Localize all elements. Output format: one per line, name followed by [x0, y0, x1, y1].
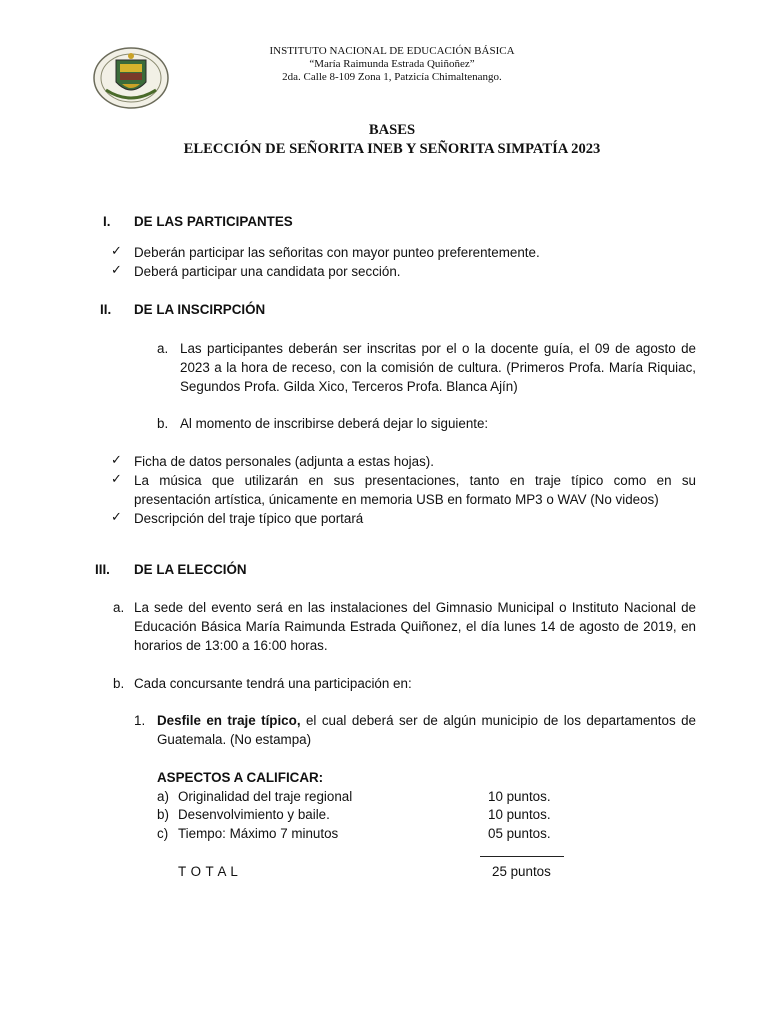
text-line: La sede del evento será en las instalaciones del Gimnasio Municipal o Instituto Nacional de	[134, 600, 696, 615]
text-line: 2023 a la hora de receso, con la comisión de cultura. (Primeros Profa. María Riquiac,	[180, 360, 696, 375]
aspect-label: b)	[157, 807, 169, 822]
checkmark-icon: ✓	[111, 510, 122, 525]
section-3-title: DE LA ELECCIÓN	[134, 562, 247, 577]
section-1-title: DE LAS PARTICIPANTES	[134, 214, 293, 229]
total-value: 25 puntos	[492, 864, 551, 879]
institute-subname: “María Raimunda Estrada Quiñoñez”	[309, 58, 475, 70]
list-item: Ficha de datos personales (adjunta a estas hojas).	[134, 454, 434, 469]
item-a-text	[180, 339, 696, 396]
list-item: presentación artística, únicamente en memoria USB en formato MP3 o WAV (No videos)	[134, 492, 659, 507]
school-logo	[92, 46, 170, 112]
text-line: Educación Básica María Raimunda Estrada Quiñonez, el día lunes 14 de agosto de 2019, en	[134, 619, 696, 634]
numbered-item-text-2: Guatemala. (No estampa)	[157, 732, 312, 747]
text-line: Las participantes deberán ser inscritas por el o la docente guía, el 09 de agosto de	[180, 341, 696, 356]
document-title: BASES	[368, 122, 416, 138]
numbered-item-label: 1.	[134, 713, 146, 728]
aspect-points: 10 puntos.	[488, 807, 551, 822]
item-b-text: Cada concursante tendrá una participación en:	[134, 676, 412, 691]
checkmark-icon: ✓	[111, 263, 122, 278]
item-a-text	[134, 598, 696, 655]
text-line: Segundos Profa. Gilda Xico, Terceros Profa. Blanca Ajín)	[180, 379, 518, 394]
item-b-label: b.	[113, 676, 125, 691]
aspect-points: 05 puntos.	[488, 826, 551, 841]
text-line: horarios de 13:00 a 16:00 horas.	[134, 638, 328, 653]
school-crest-icon	[92, 46, 170, 112]
checkmark-icon: ✓	[111, 244, 122, 259]
total-divider	[480, 856, 564, 857]
item-a-label: a.	[113, 600, 125, 615]
aspect-text: Tiempo: Máximo 7 minutos	[178, 826, 339, 841]
section-2-number: II.	[100, 302, 112, 317]
institute-address: 2da. Calle 8-109 Zona 1, Patzicía Chimaltenango.	[282, 71, 502, 83]
list-item: Deberán participar las señoritas con mayor punteo preferentemente.	[134, 245, 540, 260]
section-1-number: I.	[103, 214, 111, 229]
list-item: La música que utilizarán en sus presentaciones, tanto en traje típico como en su	[134, 473, 696, 488]
item-b-label: b.	[157, 416, 169, 431]
aspect-text: Originalidad del traje regional	[178, 789, 353, 804]
section-3-number: III.	[95, 562, 110, 577]
aspects-title: ASPECTOS A CALIFICAR:	[157, 770, 324, 785]
checkmark-icon: ✓	[111, 453, 122, 468]
aspect-text: Desenvolvimiento y baile.	[178, 807, 330, 822]
institute-name: INSTITUTO NACIONAL DE EDUCACIÓN BÁSICA	[269, 45, 515, 57]
list-item: Descripción del traje típico que portará	[134, 511, 364, 526]
total-label: T O T A L	[178, 864, 239, 879]
list-item: Deberá participar una candidata por sección.	[134, 264, 401, 279]
section-2-title: DE LA INSCIRPCIÓN	[134, 302, 266, 317]
numbered-item-rest: el cual deberá ser de algún municipio de los departamentos de	[300, 713, 696, 728]
aspect-points: 10 puntos.	[488, 789, 551, 804]
item-a-label: a.	[157, 341, 169, 356]
aspect-label: c)	[157, 826, 169, 841]
numbered-item-text	[157, 711, 696, 730]
aspect-label: a)	[157, 789, 169, 804]
numbered-item-bold: Desfile en traje típico,	[157, 713, 301, 728]
checkmark-icon: ✓	[111, 472, 122, 487]
document-subtitle: ELECCIÓN DE SEÑORITA INEB Y SEÑORITA SIMPATÍA 2023	[183, 141, 601, 157]
item-b-text: Al momento de inscribirse deberá dejar lo siguiente:	[180, 416, 489, 431]
